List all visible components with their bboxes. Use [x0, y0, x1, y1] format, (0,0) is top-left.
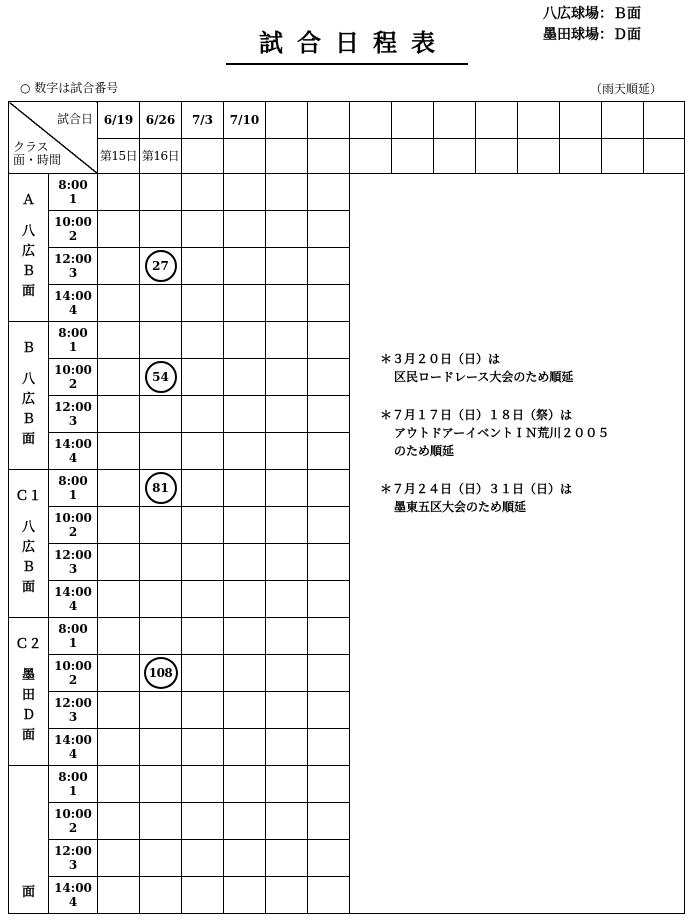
- rain-delay-note: （雨天順延）: [590, 82, 663, 96]
- schedule-cell: [182, 803, 224, 840]
- corner-label-class: [13, 141, 61, 167]
- schedule-cell: [140, 877, 182, 914]
- schedule-cell: [140, 396, 182, 433]
- date-header: 7/10: [224, 102, 266, 139]
- schedule-cell: [224, 359, 266, 396]
- slot-time: 12:00: [54, 696, 92, 710]
- time-slot-cell: [49, 322, 98, 359]
- time-slot-row: [9, 174, 685, 211]
- schedule-cell: [224, 877, 266, 914]
- date-header: [602, 102, 644, 139]
- schedule-cell: [98, 396, 140, 433]
- schedule-cell: [98, 433, 140, 470]
- field-label: 墨田Ｄ面: [21, 667, 35, 743]
- time-slot-cell: [49, 285, 98, 322]
- slot-number: 2: [68, 673, 78, 687]
- schedule-cell: [140, 322, 182, 359]
- schedule-cell: [308, 359, 350, 396]
- schedule-cell: [266, 655, 308, 692]
- day-header: [560, 139, 602, 174]
- schedule-cell: [182, 692, 224, 729]
- time-slot-cell: [49, 581, 98, 618]
- schedule-cell: [266, 581, 308, 618]
- schedule-cell: [140, 766, 182, 803]
- schedule-cell: [308, 692, 350, 729]
- schedule-cell: [98, 285, 140, 322]
- schedule-cell: [224, 581, 266, 618]
- schedule-cell: [224, 470, 266, 507]
- class-group-cell: [9, 470, 49, 618]
- time-slot-cell: [49, 433, 98, 470]
- schedule-cell: [308, 396, 350, 433]
- note-line: 墨東五区大会のため順延: [394, 500, 527, 514]
- schedule-cell: [266, 470, 308, 507]
- schedule-cell: [266, 618, 308, 655]
- time-slot-cell: [49, 470, 98, 507]
- time-slot-cell: [49, 729, 98, 766]
- slot-time: 14:00: [54, 733, 92, 747]
- date-header: 6/19: [98, 102, 140, 139]
- slot-number: 1: [68, 488, 78, 502]
- schedule-cell: [224, 618, 266, 655]
- schedule-cell: [98, 211, 140, 248]
- schedule-cell: [182, 248, 224, 285]
- note-item: [380, 406, 680, 460]
- time-slot-cell: [49, 877, 98, 914]
- schedule-cell: [98, 507, 140, 544]
- schedule-cell: [98, 248, 140, 285]
- slot-number: 3: [68, 266, 78, 280]
- schedule-cell: [224, 174, 266, 211]
- schedule-cell: [266, 803, 308, 840]
- schedule-cell: [266, 766, 308, 803]
- slot-number: 1: [68, 340, 78, 354]
- date-header: [350, 102, 392, 139]
- day-header: [182, 139, 224, 174]
- time-slot-cell: [49, 359, 98, 396]
- corner-label-class-text: クラス: [13, 140, 49, 154]
- schedule-cell: [224, 544, 266, 581]
- date-header: [476, 102, 518, 139]
- slot-time: 8:00: [58, 770, 88, 784]
- schedule-cell: [266, 285, 308, 322]
- slot-number: 4: [68, 451, 78, 465]
- postponement-notes: [380, 350, 680, 536]
- day-header: [518, 139, 560, 174]
- slot-time: 12:00: [54, 400, 92, 414]
- field-label: 面: [21, 885, 35, 900]
- slot-number: 3: [68, 414, 78, 428]
- schedule-cell: [266, 840, 308, 877]
- class-label: Ｃ２: [15, 636, 42, 652]
- slot-time: 10:00: [54, 363, 92, 377]
- corner-label-field-time: 面・時間: [13, 153, 62, 167]
- schedule-cell: [308, 877, 350, 914]
- time-slot-cell: [49, 692, 98, 729]
- schedule-cell: [224, 507, 266, 544]
- corner-label-match-day: 試合日: [56, 112, 93, 126]
- date-header: [308, 102, 350, 139]
- schedule-cell: [182, 766, 224, 803]
- class-label: Ａ: [21, 192, 35, 208]
- class-group-cell: [9, 322, 49, 470]
- schedule-cell: [98, 766, 140, 803]
- schedule-cell: [140, 581, 182, 618]
- schedule-cell: [308, 248, 350, 285]
- schedule-cell: [266, 248, 308, 285]
- slot-time: 14:00: [54, 437, 92, 451]
- schedule-cell: [308, 766, 350, 803]
- schedule-cell: [140, 544, 182, 581]
- field-label: 八広Ｂ面: [21, 519, 35, 595]
- time-slot-cell: [49, 211, 98, 248]
- schedule-cell: [182, 174, 224, 211]
- schedule-cell: [224, 248, 266, 285]
- day-header: [266, 139, 308, 174]
- schedule-cell: [308, 618, 350, 655]
- schedule-cell: [98, 877, 140, 914]
- schedule-cell: [308, 433, 350, 470]
- time-slot-cell: [49, 248, 98, 285]
- schedule-cell: [308, 211, 350, 248]
- schedule-cell: [224, 692, 266, 729]
- time-slot-cell: [49, 618, 98, 655]
- slot-number: 2: [68, 229, 78, 243]
- schedule-cell: [140, 803, 182, 840]
- slot-number: 2: [68, 525, 78, 539]
- schedule-cell: [224, 766, 266, 803]
- schedule-cell: [140, 840, 182, 877]
- time-slot-cell: [49, 396, 98, 433]
- date-header: [560, 102, 602, 139]
- header-corner: [9, 102, 98, 174]
- schedule-cell: [182, 470, 224, 507]
- note-line: 区民ロードレース大会のため順延: [394, 370, 574, 384]
- note-line: ＊７月１７日（日）１８日（祭）は: [380, 408, 573, 422]
- schedule-cell: [308, 729, 350, 766]
- time-slot-cell: [49, 840, 98, 877]
- day-header: 第15日: [98, 139, 140, 174]
- slot-number: 2: [68, 377, 78, 391]
- field-label: 八広Ｂ面: [21, 223, 35, 299]
- schedule-cell: [308, 470, 350, 507]
- schedule-cell: [140, 692, 182, 729]
- schedule-cell: [308, 285, 350, 322]
- schedule-cell: [98, 470, 140, 507]
- slot-number: 4: [68, 747, 78, 761]
- day-header: [350, 139, 392, 174]
- schedule-cell: [140, 248, 182, 285]
- day-header: [644, 139, 685, 174]
- schedule-cell: [224, 433, 266, 470]
- game-number-legend: ○ 数字は試合番号: [20, 81, 119, 95]
- time-slot-cell: [49, 507, 98, 544]
- schedule-cell: [308, 544, 350, 581]
- schedule-cell: [224, 729, 266, 766]
- schedule-cell: [140, 285, 182, 322]
- title-underline: [226, 63, 468, 65]
- slot-time: 14:00: [54, 881, 92, 895]
- venue-line: 八広球場：Ｂ面: [543, 6, 641, 22]
- schedule-cell: [182, 618, 224, 655]
- slot-number: 1: [68, 784, 78, 798]
- schedule-cell: [266, 544, 308, 581]
- schedule-cell: [98, 729, 140, 766]
- schedule-cell: [308, 507, 350, 544]
- note-item: [380, 350, 680, 386]
- date-header: 7/3: [182, 102, 224, 139]
- slot-time: 10:00: [54, 807, 92, 821]
- schedule-cell: [140, 359, 182, 396]
- schedule-cell: [182, 581, 224, 618]
- schedule-cell: [308, 803, 350, 840]
- schedule-cell: [98, 840, 140, 877]
- note-line: ＊３月２０日（日）は: [380, 352, 501, 366]
- date-header: [266, 102, 308, 139]
- schedule-cell: [98, 359, 140, 396]
- schedule-cell: [266, 692, 308, 729]
- date-header: [392, 102, 434, 139]
- note-line: のため順延: [394, 444, 455, 458]
- slot-number: 4: [68, 303, 78, 317]
- day-header: [224, 139, 266, 174]
- class-group-cell: [9, 766, 49, 914]
- schedule-cell: [140, 729, 182, 766]
- day-header: [308, 139, 350, 174]
- class-label: Ｂ: [21, 340, 35, 356]
- schedule-cell: [308, 655, 350, 692]
- schedule-cell: [182, 396, 224, 433]
- class-group-cell: [9, 174, 49, 322]
- slot-time: 8:00: [58, 622, 88, 636]
- note-line: ＊７月２４日（日）３１日（日）は: [380, 482, 573, 496]
- header-row-dates: [9, 102, 685, 139]
- schedule-cell: [266, 729, 308, 766]
- schedule-cell: [182, 433, 224, 470]
- day-header: [434, 139, 476, 174]
- slot-time: 8:00: [58, 326, 88, 340]
- time-slot-cell: [49, 174, 98, 211]
- slot-time: 10:00: [54, 659, 92, 673]
- schedule-cell: [266, 507, 308, 544]
- day-header: [392, 139, 434, 174]
- game-number-badge: 54: [145, 361, 177, 393]
- class-label: Ｃ１: [15, 488, 42, 504]
- schedule-cell: [308, 581, 350, 618]
- schedule-cell: [224, 803, 266, 840]
- slot-time: 8:00: [58, 178, 88, 192]
- time-slot-cell: [49, 766, 98, 803]
- slot-number: 3: [68, 562, 78, 576]
- schedule-cell: [182, 211, 224, 248]
- schedule-cell: [182, 285, 224, 322]
- slot-number: 1: [68, 192, 78, 206]
- game-number-badge: 27: [145, 250, 177, 282]
- slot-number: 4: [68, 895, 78, 909]
- slot-time: 8:00: [58, 474, 88, 488]
- schedule-cell: [140, 174, 182, 211]
- schedule-cell: [224, 396, 266, 433]
- schedule-cell: [182, 544, 224, 581]
- schedule-cell: [182, 655, 224, 692]
- slot-time: 12:00: [54, 844, 92, 858]
- date-header: [644, 102, 685, 139]
- schedule-cell: [98, 581, 140, 618]
- schedule-cell: [140, 433, 182, 470]
- schedule-cell: [266, 322, 308, 359]
- schedule-cell: [266, 877, 308, 914]
- page-title: 試合日程表: [259, 28, 449, 57]
- schedule-cell: [266, 396, 308, 433]
- schedule-cell: [98, 322, 140, 359]
- slot-number: 3: [68, 858, 78, 872]
- slot-time: 12:00: [54, 252, 92, 266]
- schedule-cell: [98, 618, 140, 655]
- venue-legend: [543, 4, 641, 46]
- game-number-badge: 81: [145, 472, 177, 504]
- schedule-cell: [308, 840, 350, 877]
- schedule-cell: [140, 655, 182, 692]
- note-line: アウトドアーイベントＩＮ荒川２００５: [394, 426, 610, 440]
- slot-number: 2: [68, 821, 78, 835]
- schedule-cell: [182, 507, 224, 544]
- slot-number: 4: [68, 599, 78, 613]
- schedule-cell: [140, 470, 182, 507]
- schedule-cell: [182, 359, 224, 396]
- schedule-cell: [266, 174, 308, 211]
- time-slot-cell: [49, 544, 98, 581]
- slot-time: 12:00: [54, 548, 92, 562]
- date-header: [518, 102, 560, 139]
- schedule-cell: [224, 322, 266, 359]
- schedule-cell: [140, 507, 182, 544]
- schedule-cell: [224, 285, 266, 322]
- schedule-cell: [98, 692, 140, 729]
- schedule-cell: [98, 803, 140, 840]
- schedule-cell: [224, 655, 266, 692]
- time-slot-cell: [49, 655, 98, 692]
- schedule-cell: [140, 618, 182, 655]
- schedule-cell: [308, 322, 350, 359]
- venue-line: 墨田球場：Ｄ面: [543, 27, 641, 43]
- slot-time: 14:00: [54, 289, 92, 303]
- schedule-cell: [140, 211, 182, 248]
- note-item: [380, 480, 680, 516]
- schedule-cell: [182, 877, 224, 914]
- slot-number: 3: [68, 710, 78, 724]
- schedule-cell: [308, 174, 350, 211]
- game-number-badge: 108: [144, 657, 178, 689]
- schedule-cell: [98, 174, 140, 211]
- day-header: 第16日: [140, 139, 182, 174]
- notes-area: [350, 174, 685, 914]
- day-header: [602, 139, 644, 174]
- slot-time: 10:00: [54, 215, 92, 229]
- time-slot-cell: [49, 803, 98, 840]
- day-header: [476, 139, 518, 174]
- class-group-cell: [9, 618, 49, 766]
- schedule-cell: [266, 359, 308, 396]
- schedule-cell: [182, 322, 224, 359]
- header-row-days: [9, 139, 685, 174]
- schedule-cell: [266, 433, 308, 470]
- date-header: [434, 102, 476, 139]
- schedule-cell: [98, 544, 140, 581]
- schedule-cell: [182, 840, 224, 877]
- slot-time: 10:00: [54, 511, 92, 525]
- schedule-cell: [182, 729, 224, 766]
- schedule-cell: [266, 211, 308, 248]
- date-header: 6/26: [140, 102, 182, 139]
- field-label: 八広Ｂ面: [21, 371, 35, 447]
- slot-number: 1: [68, 636, 78, 650]
- schedule-cell: [224, 211, 266, 248]
- schedule-cell: [98, 655, 140, 692]
- slot-time: 14:00: [54, 585, 92, 599]
- schedule-cell: [224, 840, 266, 877]
